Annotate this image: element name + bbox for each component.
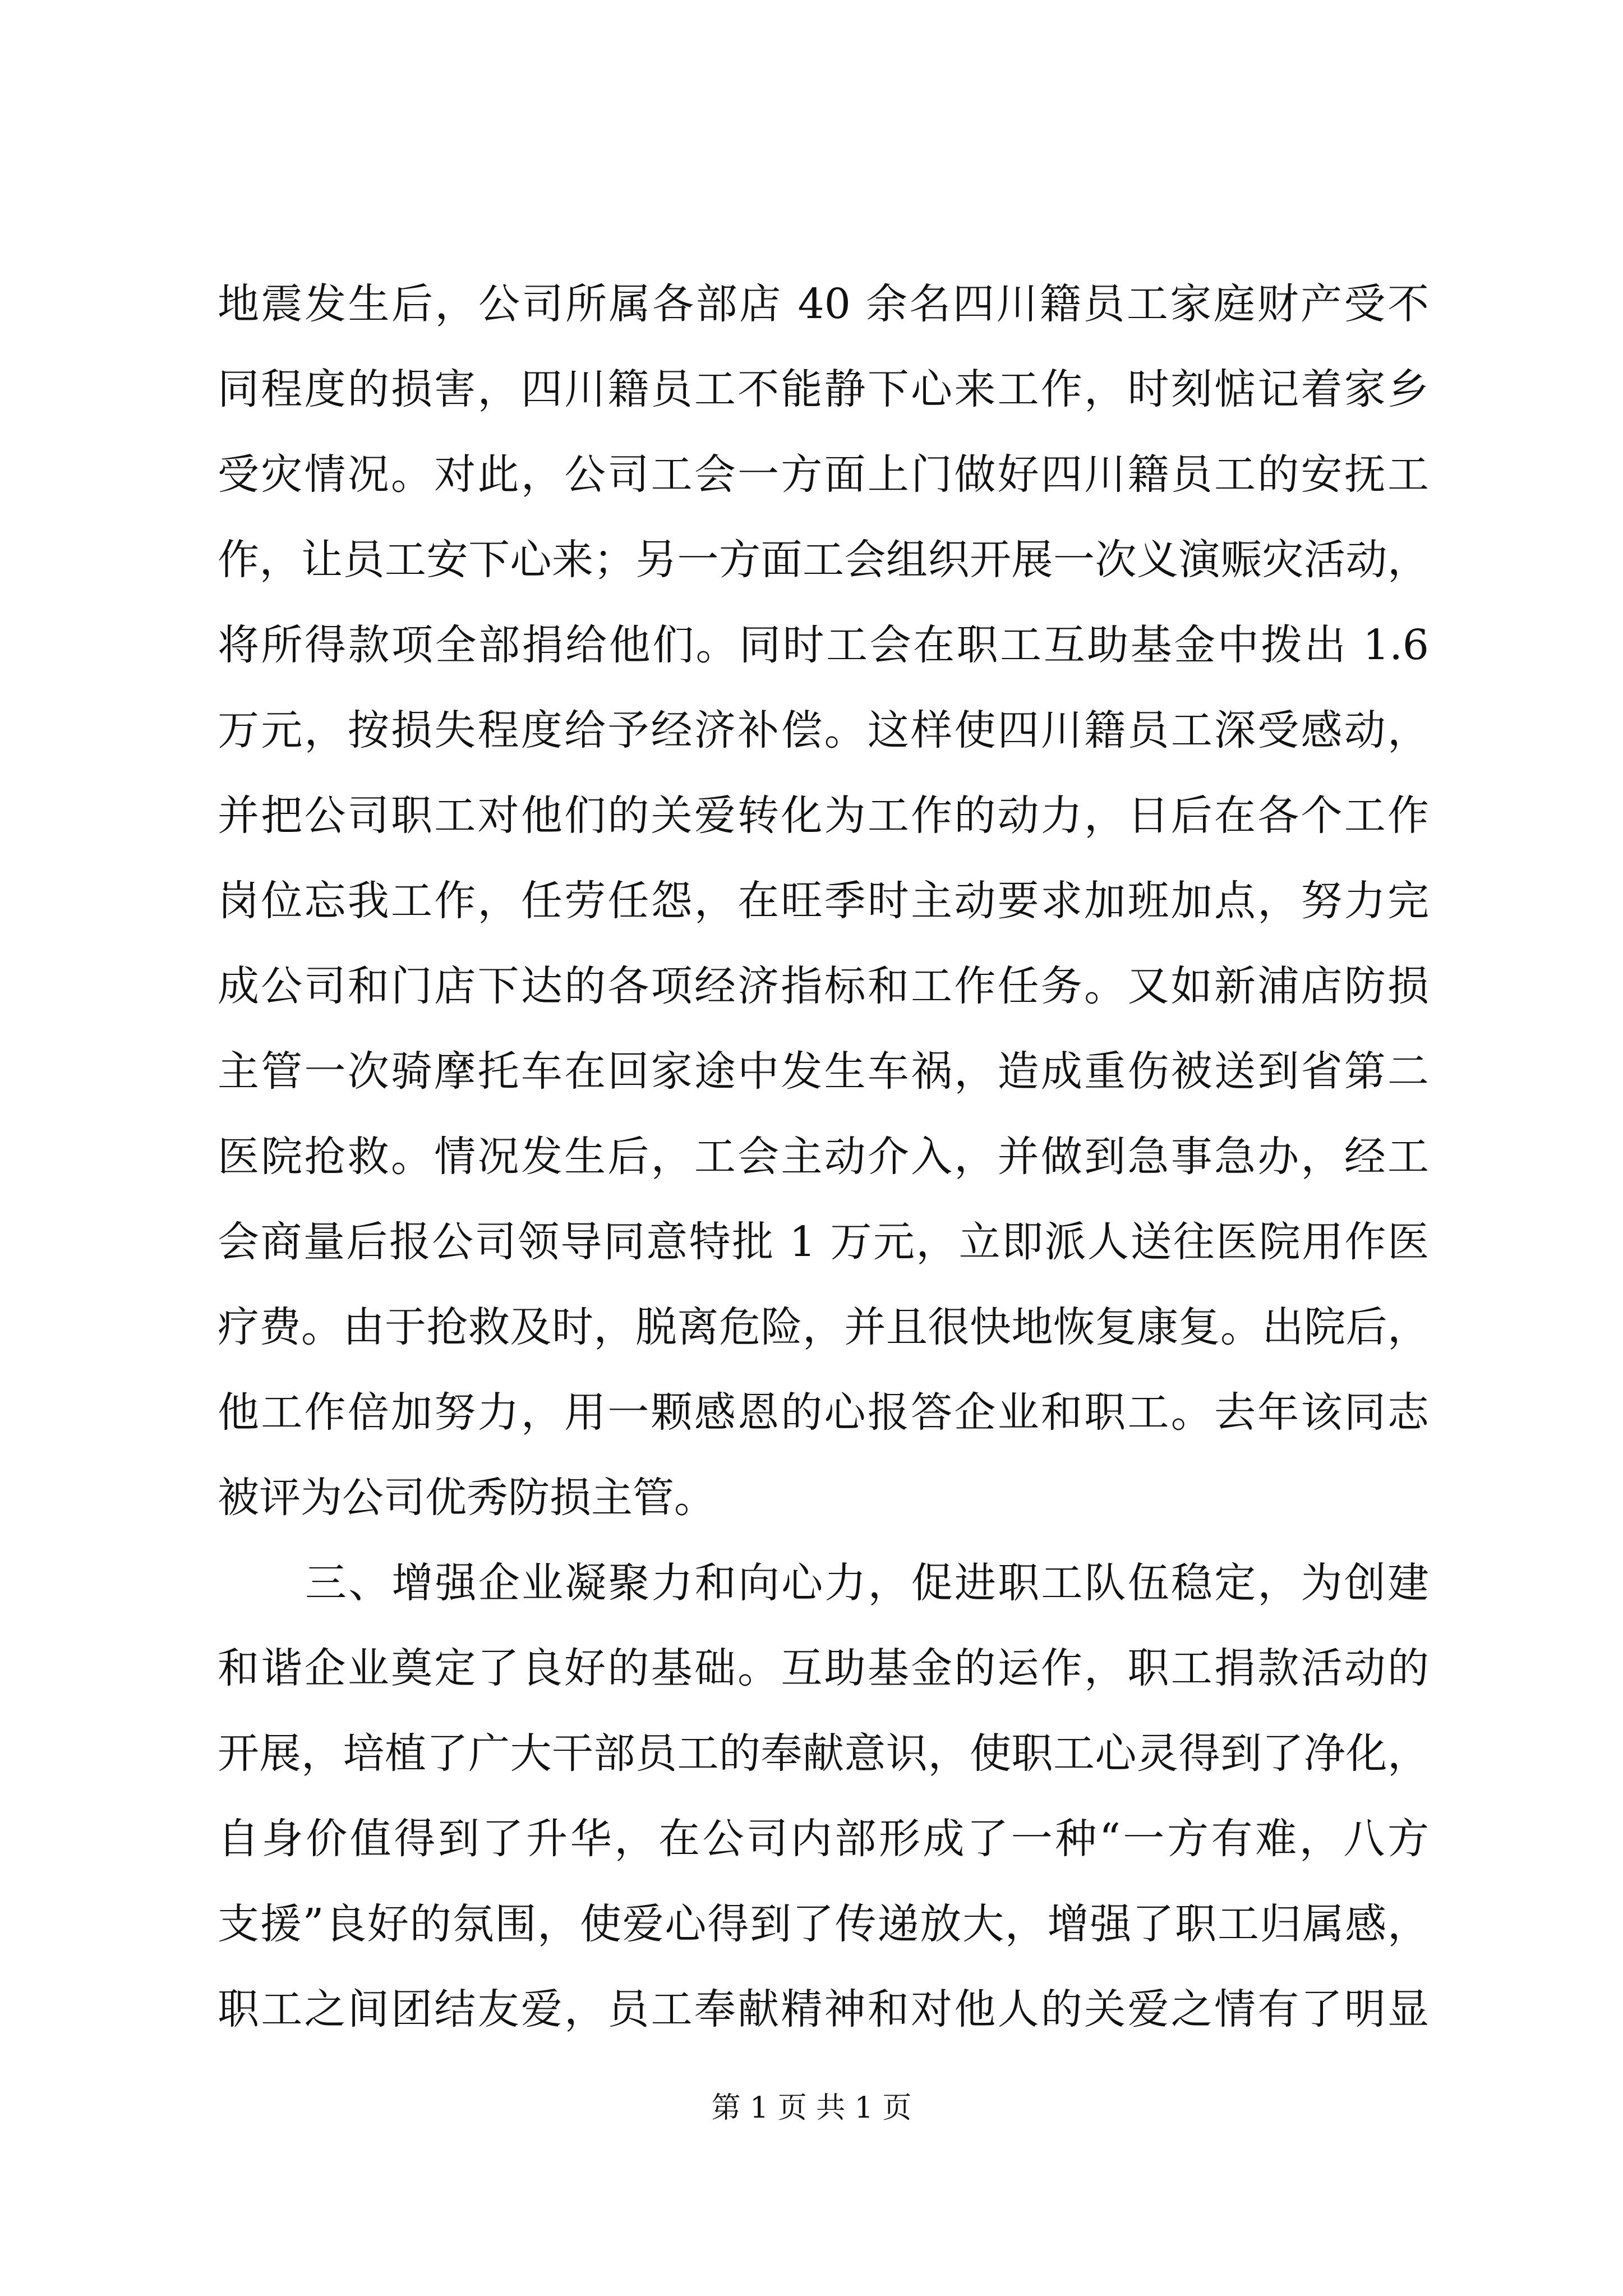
text-line: 受灾情况。对此，公司工会一方面上门做好四川籍员工的安抚工	[218, 450, 1429, 499]
text-line: 三、增强企业凝聚力和向心力，促进职工队伍稳定，为创建	[305, 1559, 1429, 1607]
page-footer	[0, 2086, 1623, 2131]
text-line: 医院抢救。情况发生后，工会主动介入，并做到急事急办，经工	[218, 1133, 1429, 1181]
text-line: 他工作倍加努力，用一颗感恩的心报答企业和职工。去年该同志	[218, 1388, 1429, 1437]
text-line: 岗位忘我工作，任劳任怨，在旺季时主动要求加班加点，努力完	[218, 877, 1429, 925]
text-line: 被评为公司优秀防损主管。	[218, 1474, 716, 1522]
text-line: 同程度的损害，四川籍员工不能静下心来工作，时刻惦记着家乡	[218, 365, 1429, 413]
text-line: 职工之间团结友爱，员工奉献精神和对他人的关爱之情有了明显	[218, 1985, 1429, 2033]
text-line: 成公司和门店下达的各项经济指标和工作任务。又如新浦店防损	[218, 962, 1429, 1010]
text-line: 万元，按损失程度给予经济补偿。这样使四川籍员工深受感动，	[218, 706, 1429, 754]
text-line: 自身价值得到了升华，在公司内部形成了一种“一方有难，八方	[218, 1815, 1429, 1863]
text-line: 地震发生后，公司所属各部店 40 余名四川籍员工家庭财产受不	[218, 280, 1429, 328]
text-line: 并把公司职工对他们的关爱转化为工作的动力，日后在各个工作	[218, 792, 1429, 840]
text-line: 支援”良好的氛围，使爱心得到了传递放大，增强了职工归属感，	[218, 1900, 1429, 1948]
text-line: 疗费。由于抢救及时，脱离危险，并且很快地恢复康复。出院后，	[218, 1303, 1429, 1351]
text-line: 将所得款项全部捐给他们。同时工会在职工互助基金中拨出 1.6	[218, 621, 1429, 669]
text-line: 开展，培植了广大干部员工的奉献意识，使职工心灵得到了净化，	[218, 1729, 1429, 1778]
text-line: 会商量后报公司领导同意特批 1 万元，立即派人送往医院用作医	[218, 1218, 1429, 1266]
text-line: 和谐企业奠定了良好的基础。互助基金的运作，职工捐款活动的	[218, 1644, 1429, 1692]
text-line: 作，让员工安下心来；另一方面工会组织开展一次义演赈灾活动，	[218, 536, 1429, 584]
page-number: 第 1 页 共 1 页	[711, 2091, 912, 2125]
body-text	[218, 261, 1429, 2052]
text-line: 主管一次骑摩托车在回家途中发生车祸，造成重伤被送到省第二	[218, 1047, 1429, 1096]
